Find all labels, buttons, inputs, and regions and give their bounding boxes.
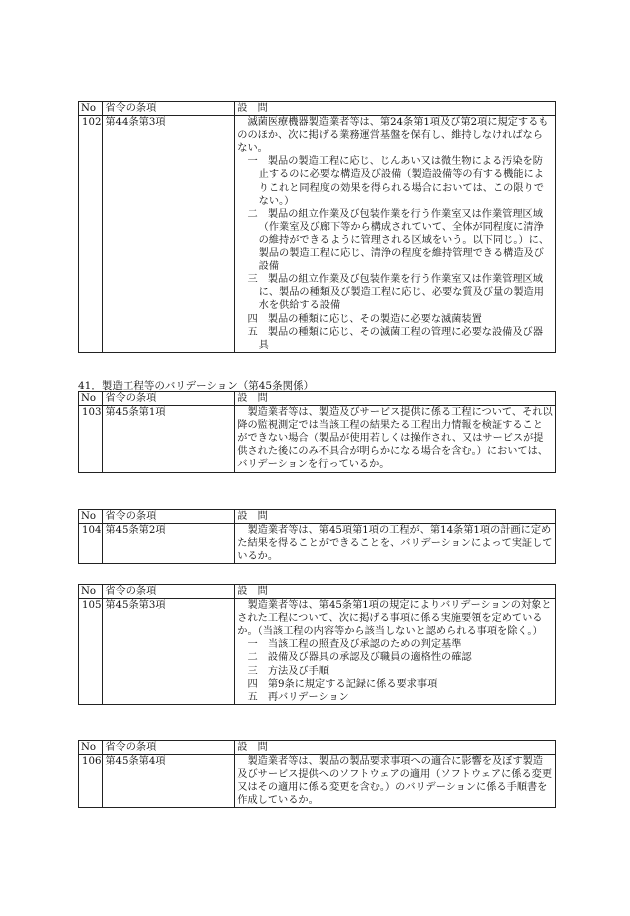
table-row — [79, 116, 556, 353]
entry-question-cell — [235, 755, 556, 808]
table-header-row — [79, 741, 556, 755]
entry-item: 三 方法及び手順 — [247, 665, 329, 677]
entry-no: 106 — [79, 755, 103, 808]
entry-question-cell — [235, 524, 556, 564]
table-header-row — [79, 585, 556, 599]
header-no: No — [79, 585, 103, 599]
entry-item: 二 製品の組立作業及び包装作業を行う作業室又は作業管理区域（作業室及び廊下等から構成されていて、全体が同程度に清浄の維持ができるように管理される区域をいう。以下同じ。）に、製品の製造工程に応じ、清浄の程度を維持管理できる構造及び設備 — [247, 208, 550, 273]
header-article: 省令の条項 — [103, 741, 235, 755]
entry-question-cell — [235, 116, 556, 353]
entry-no: 102 — [79, 116, 103, 353]
header-no: No — [79, 510, 103, 524]
entry-question: 製造業者等は、製品の製品要求事項への適合に影響を及ぼす製造及びサービス提供へのソフトウェアの適用（ソフトウェアに係る変更又はその適用に係る変更を含む。）のバリデーションに係る手順書を作成しているか。 — [237, 756, 553, 807]
table-row — [79, 755, 556, 808]
table-104 — [78, 509, 556, 564]
table-header-row — [79, 392, 556, 406]
entry-article: 第44条第3項 — [103, 116, 235, 353]
entry-question-cell — [235, 406, 556, 472]
entry-question: 滅菌医療機器製造業者等は、第24条第1項及び第2項に規定するもののほか、次に掲げる業務運営基盤を保有し、維持しなければならない。 — [237, 117, 549, 155]
entry-item: 五 製品の種類に応じ、その滅菌工程の管理に必要な設備及び器具 — [247, 326, 543, 351]
table-105 — [78, 584, 556, 705]
entry-item: 一 当該工程の照査及び承認のための判定基準 — [247, 639, 462, 651]
header-question: 設 問 — [235, 392, 556, 406]
entry-no: 104 — [79, 524, 103, 564]
entry-article: 第45条第4項 — [103, 755, 235, 808]
entry-question: 製造業者等は、第45項第1項の工程が、第14条第1項の計画に定めた結果を得ることができることを、バリデーションによって実証しているか。 — [237, 525, 553, 563]
header-article: 省令の条項 — [103, 585, 235, 599]
header-question: 設 問 — [235, 102, 556, 116]
entry-item: 四 第9条に規定する記録に係る要求事項 — [247, 678, 438, 690]
table-106 — [78, 740, 556, 808]
entry-item: 三 製品の組立作業及び包装作業を行う作業室又は作業管理区域に、製品の種類及び製造工程に応じ、必要な質及び量の製造用水を供給する設備 — [247, 274, 544, 312]
table-row — [79, 599, 556, 705]
entry-item: 五 再バリデーション — [247, 691, 349, 703]
table-103 — [78, 391, 556, 473]
entry-question-cell — [235, 599, 556, 705]
entry-no: 103 — [79, 406, 103, 472]
header-question: 設 問 — [235, 741, 556, 755]
header-no: No — [79, 741, 103, 755]
table-header-row — [79, 510, 556, 524]
entry-question: 製造業者等は、第45条第1項の規定によりバリデーションの対象とされた工程について、次に掲げる事項に係る実施要領を定めているか。（当該工程の内容等から該当しないと認められる事項を除く。） — [237, 600, 552, 638]
header-article: 省令の条項 — [103, 510, 235, 524]
header-article: 省令の条項 — [103, 102, 235, 116]
entry-article: 第45条第2項 — [103, 524, 235, 564]
header-question: 設 問 — [235, 510, 556, 524]
entry-item: 一 製品の製造工程に応じ、じんあい又は微生物による汚染を防止するのに必要な構造及び設備（製造設備等の有する機能によりこれと同程度の効果を得られる場合においては、この限りでない。） — [247, 156, 544, 207]
entry-article: 第45条第1項 — [103, 406, 235, 472]
entry-question: 製造業者等は、製造及びサービス提供に係る工程について、それ以降の監視測定では当該工程の結果たる工程出力情報を検証することができない場合（製品が使用若しくは操作され、又はサービスが提供された後にのみ不具合が明らかになる場合を含む。）においては、バリデーションを行っているか。 — [237, 407, 553, 471]
entry-item: 四 製品の種類に応じ、その製造に必要な滅菌装置 — [247, 313, 482, 325]
entry-no: 105 — [79, 599, 103, 705]
table-102 — [78, 101, 556, 353]
header-article: 省令の条項 — [103, 392, 235, 406]
entry-article: 第45条第3項 — [103, 599, 235, 705]
entry-item: 二 設備及び器具の承認及び職員の適格性の確認 — [247, 652, 472, 664]
table-row — [79, 406, 556, 472]
section-title: 41．製造工程等のバリデーション（第45条関係） — [78, 380, 315, 392]
table-row — [79, 524, 556, 564]
table-header-row — [79, 102, 556, 116]
header-question: 設 問 — [235, 585, 556, 599]
header-no: No — [79, 102, 103, 116]
header-no: No — [79, 392, 103, 406]
